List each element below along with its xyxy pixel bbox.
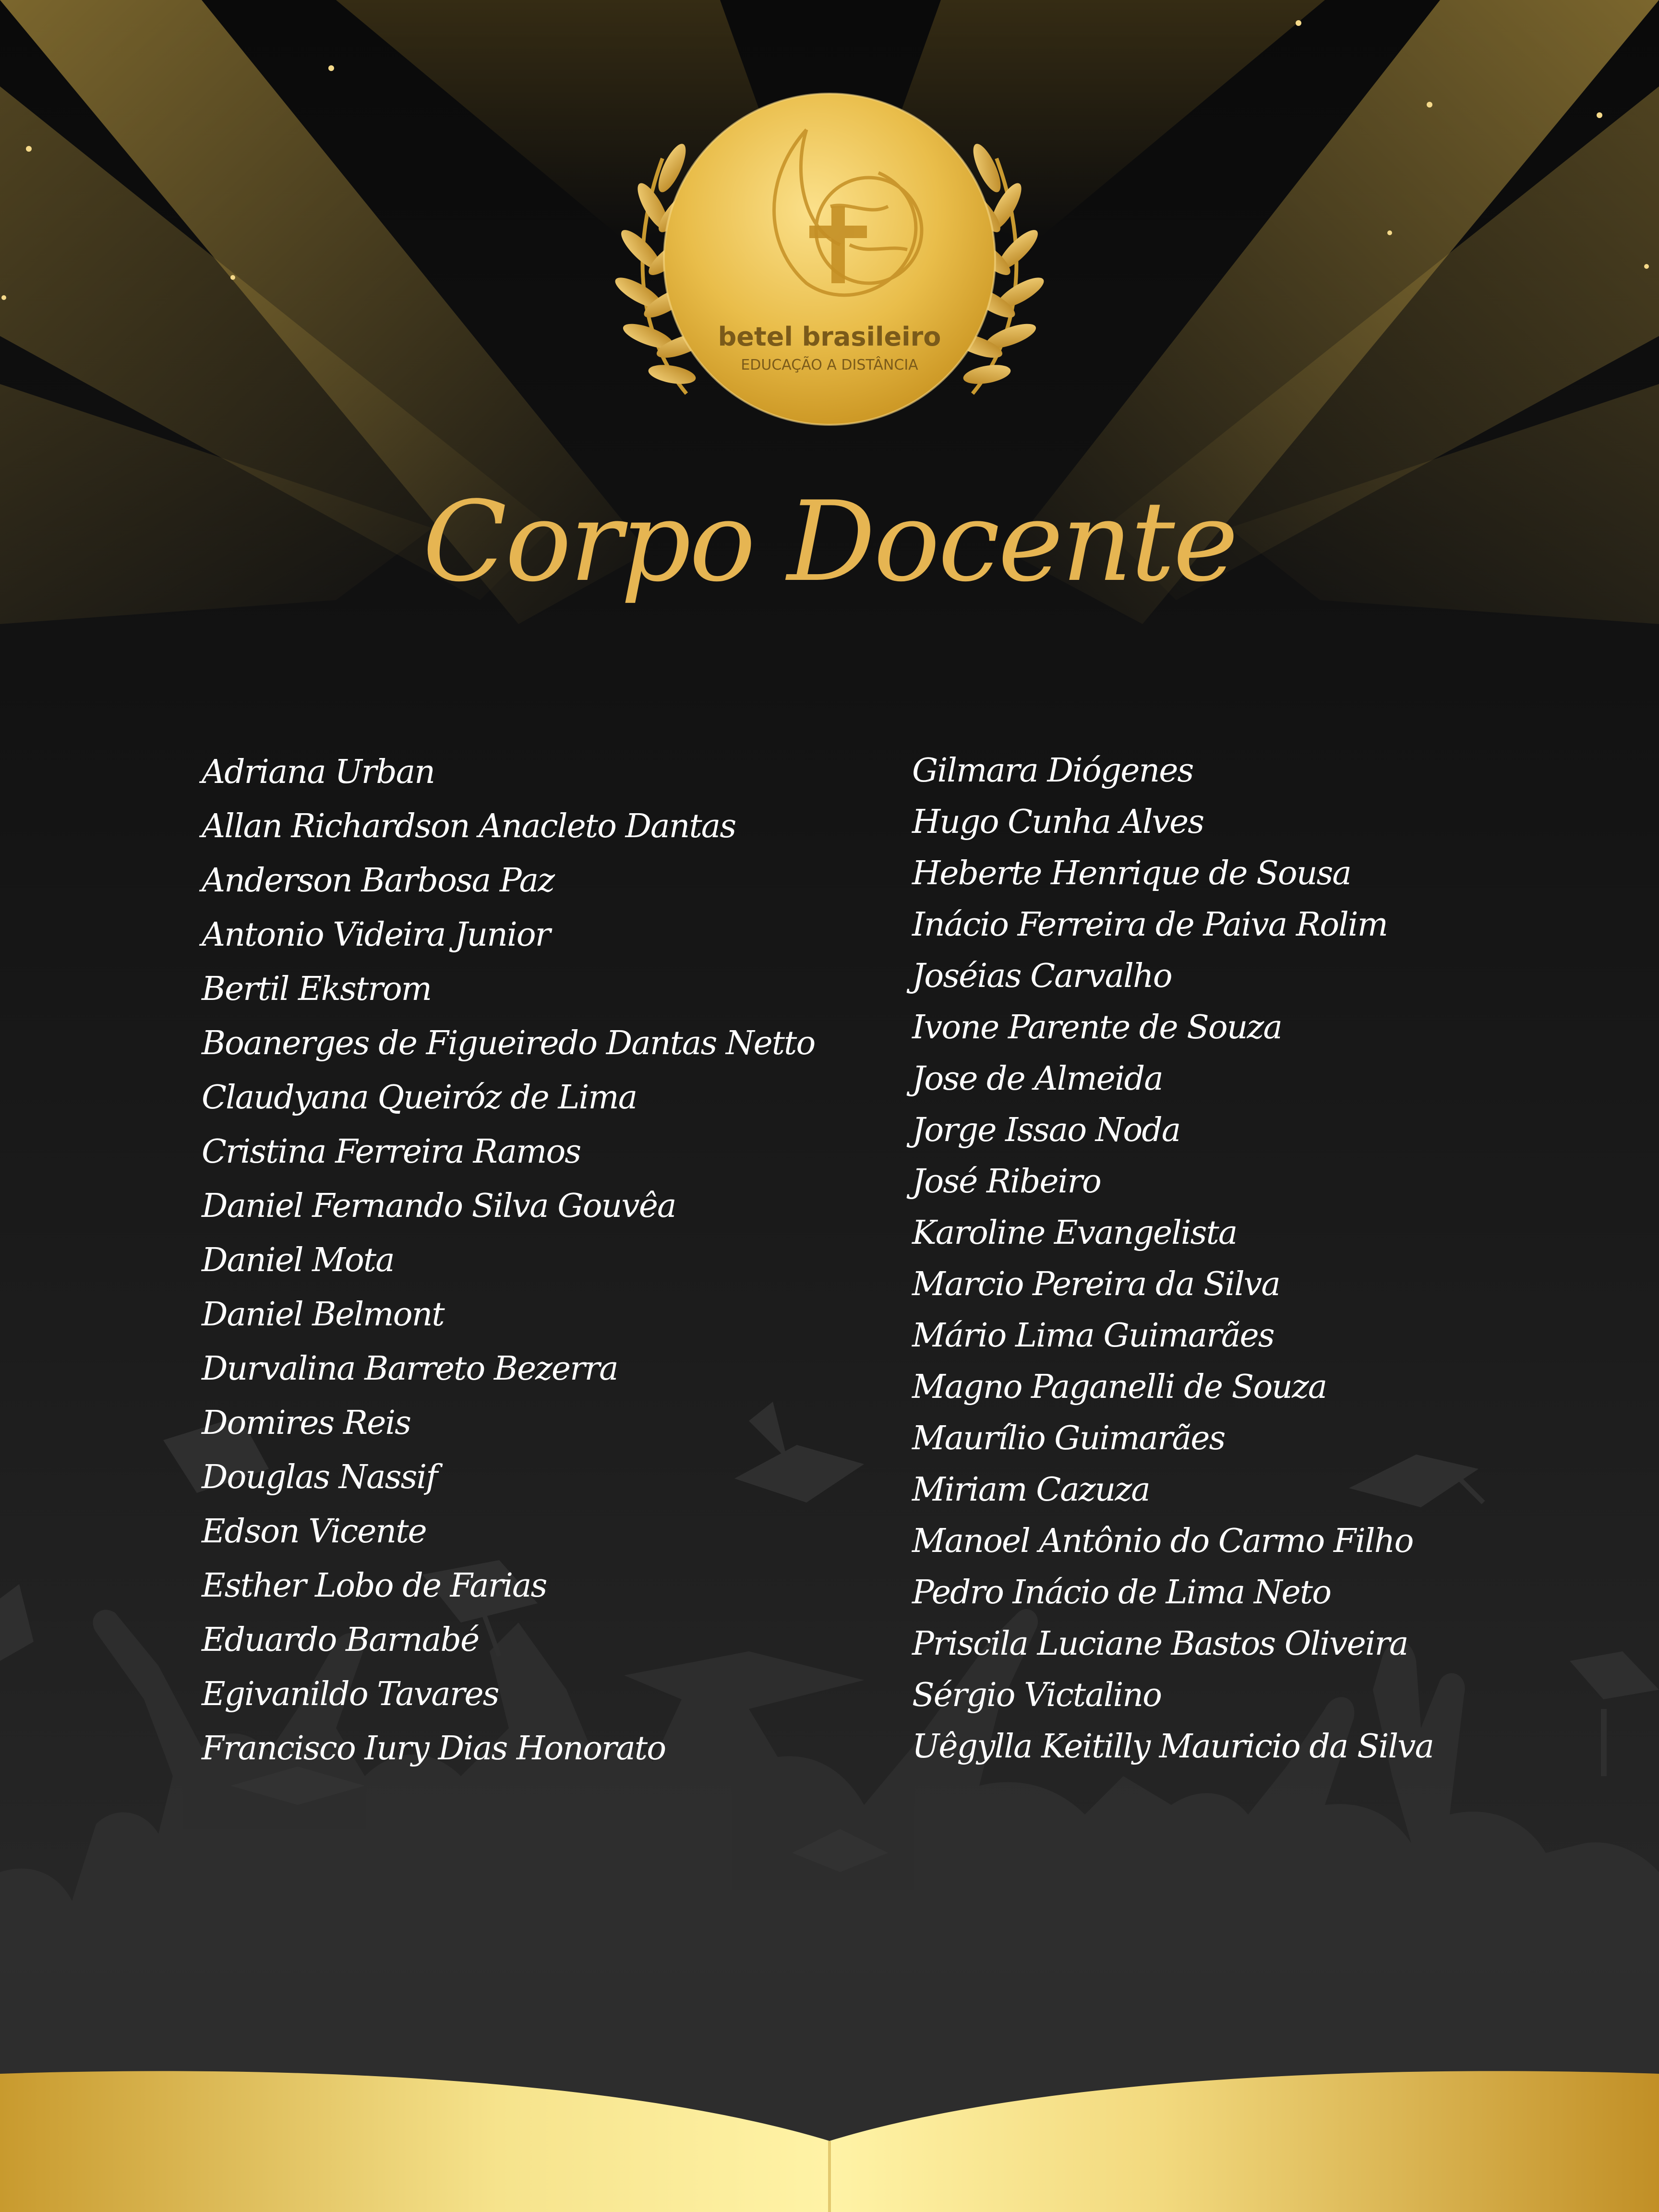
faculty-name: Miriam Cazuza — [912, 1471, 1150, 1509]
faculty-name: Anderson Barbosa Paz — [202, 862, 554, 900]
faculty-list-left — [202, 745, 898, 1776]
faculty-name: Adriana Urban — [202, 753, 435, 791]
faculty-name: Edson Vicente — [202, 1513, 426, 1551]
faculty-name: Cristina Ferreira Ramos — [202, 1133, 581, 1171]
faculty-name: Antonio Videira Junior — [202, 916, 550, 954]
faculty-name: Claudyana Queiróz de Lima — [202, 1079, 637, 1117]
faculty-name: Magno Paganelli de Souza — [912, 1368, 1327, 1406]
faculty-name: Boanerges de Figueiredo Dantas Netto — [202, 1024, 815, 1062]
brand-name: betel brasileiro — [718, 322, 941, 352]
faculty-name: Ivone Parente de Souza — [912, 1009, 1282, 1046]
page-title: Corpo Docente — [422, 478, 1237, 606]
faculty-name: Marcio Pereira da Silva — [912, 1265, 1280, 1303]
betel-brasileiro-logo — [581, 86, 1078, 442]
faculty-name: Jose de Almeida — [912, 1060, 1163, 1098]
faculty-name: Egivanildo Tavares — [202, 1675, 499, 1713]
graduation-cap-icon — [0, 1584, 34, 1661]
faculty-name: José Ribeiro — [912, 1163, 1101, 1201]
faculty-name: Jorge Issao Noda — [912, 1111, 1180, 1149]
faculty-name: Hugo Cunha Alves — [912, 803, 1204, 841]
faculty-name: Daniel Fernando Silva Gouvêa — [202, 1187, 676, 1225]
faculty-name: Manoel Antônio do Carmo Filho — [912, 1522, 1413, 1560]
faculty-name: Douglas Nassif — [202, 1458, 437, 1496]
faculty-name: Uêgylla Keitilly Mauricio da Silva — [912, 1728, 1434, 1766]
faculty-name: Mário Lima Guimarães — [912, 1317, 1274, 1355]
faculty-name: Durvalina Barreto Bezerra — [202, 1350, 618, 1388]
faculty-name: Sérgio Victalino — [912, 1676, 1162, 1714]
faculty-name: Bertil Ekstrom — [202, 970, 432, 1008]
faculty-list-right — [912, 745, 1536, 1772]
graduation-cap-icon — [1570, 1651, 1659, 1776]
faculty-name: Maurílio Guimarães — [912, 1419, 1225, 1457]
gold-medal — [664, 94, 995, 425]
faculty-name: Heberte Henrique de Sousa — [912, 854, 1351, 892]
faculty-name: Daniel Mota — [202, 1241, 394, 1279]
faculty-name: Gilmara Diógenes — [912, 752, 1193, 790]
brand-tagline: EDUCAÇÃO A DISTÂNCIA — [741, 357, 918, 373]
faculty-name: Eduardo Barnabé — [202, 1621, 479, 1659]
faculty-name: Domires Reis — [202, 1404, 411, 1442]
faculty-name: Allan Richardson Anacleto Dantas — [202, 807, 736, 845]
faculty-name: Karoline Evangelista — [912, 1214, 1237, 1252]
faculty-name: Pedro Inácio de Lima Neto — [912, 1574, 1331, 1611]
faculty-name: Joséias Carvalho — [912, 957, 1172, 995]
faculty-name: Daniel Belmont — [202, 1296, 444, 1334]
gold-bottom-band — [0, 2064, 1659, 2212]
faculty-name: Priscila Luciane Bastos Oliveira — [912, 1625, 1408, 1663]
faculty-name: Inácio Ferreira de Paiva Rolim — [912, 906, 1388, 944]
faculty-name: Francisco Iury Dias Honorato — [202, 1730, 666, 1767]
faculty-name: Esther Lobo de Farias — [202, 1567, 547, 1605]
